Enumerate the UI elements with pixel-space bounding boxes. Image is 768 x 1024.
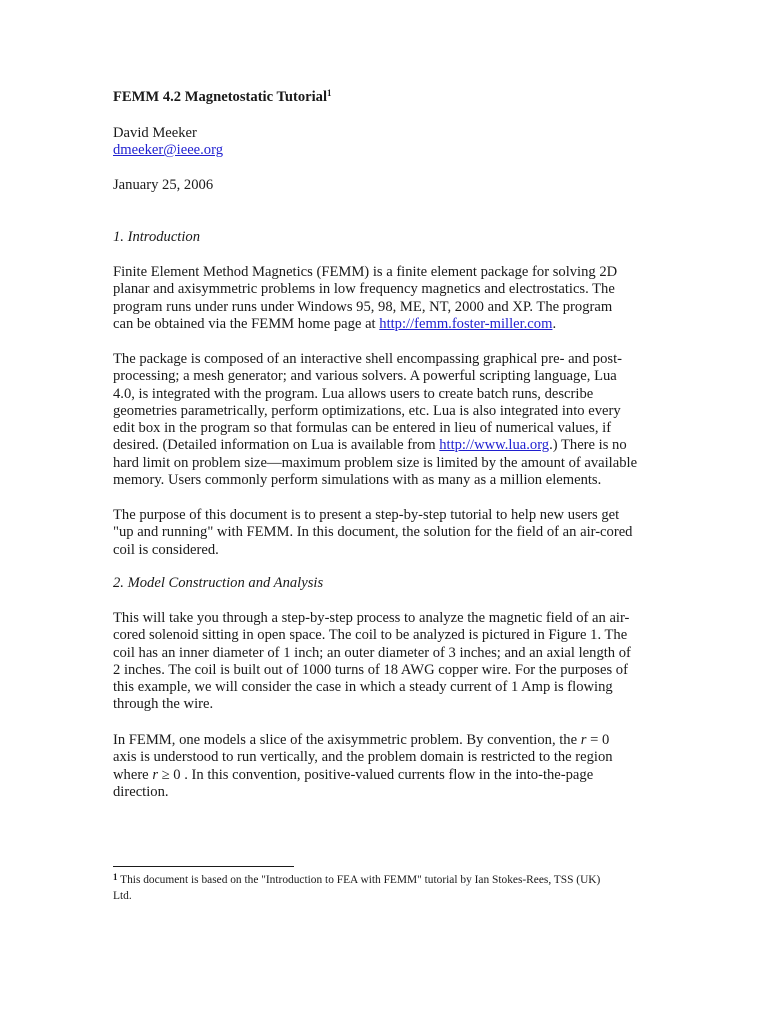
author-name: David Meeker <box>113 125 197 141</box>
text-line: Ltd. <box>113 889 132 902</box>
femm-homepage-link[interactable]: http://femm.foster-miller.com <box>379 315 553 332</box>
footnote-mark: 1 <box>113 872 118 882</box>
section-heading-introduction: 1. Introduction <box>113 229 201 245</box>
text-line: hard limit on problem size—maximum problem size is limited by the amount of available <box>113 454 638 471</box>
text-line: $^1$ This document is based on the "Introduction to FEA with FEMM" tutorial by Ian Stokes-Rees, TSS (UK) <box>113 872 601 886</box>
author-email-link[interactable]: dmeeker@ieee.org <box>113 142 224 158</box>
text-line: planar and axisymmetric problems in low frequency magnetics and electrostatics. The <box>113 281 615 298</box>
text-line: 4.0, is integrated with the program. Lua allows users to create batch runs, describe <box>113 385 594 402</box>
text-line: through the wire. <box>113 696 214 713</box>
text-line: memory. Users commonly perform simulations with as many as a million elements. <box>113 472 602 489</box>
text-line: direction. <box>113 783 169 800</box>
text-line: coil is considered. <box>113 541 219 558</box>
model-paragraph-1 <box>113 610 658 714</box>
document-date: January 25, 2006 <box>113 177 214 193</box>
text-line: 2 inches. The coil is built out of 1000 turns of 18 AWG copper wire. For the purposes of <box>113 661 628 678</box>
text-line: Finite Element Method Magnetics (FEMM) is a finite element package for solving 2D <box>113 264 618 280</box>
text-line: where r ≥ 0 . In this convention, positive-valued currents flow in the into-the-page <box>113 766 594 783</box>
text-line: desired. (Detailed information on Lua is available from http://www.lua.org.) There is no <box>113 437 627 454</box>
text-line: this example, we will consider the case in which a steady current of 1 Amp is flowing <box>113 679 613 696</box>
document-title: FEMM 4.2 Magnetostatic Tutorial$^1$ <box>113 88 332 105</box>
text-line: can be obtained via the FEMM home page at http://femm.foster-miller.com. <box>113 315 557 332</box>
title-footnote-mark: 1 <box>327 88 332 98</box>
intro-paragraph-3 <box>113 507 658 559</box>
variable-r: r <box>152 766 158 783</box>
text-line: axis is understood to run vertically, and the problem domain is restricted to the region <box>113 749 613 766</box>
model-paragraph-2 <box>113 732 658 801</box>
text-line: processing; a mesh generator; and various solvers. A powerful scripting language, Lua <box>113 368 617 385</box>
lua-website-link[interactable]: http://www.lua.org <box>439 437 550 454</box>
text-line: The purpose of this document is to present a step-by-step tutorial to help new users get <box>113 507 620 523</box>
text-line: In FEMM, one models a slice of the axisymmetric problem. By convention, the r = 0 <box>113 732 610 748</box>
text-line: coil has an inner diameter of 1 inch; an outer diameter of 3 inches; and an axial length of <box>113 644 631 661</box>
intro-paragraph-2 <box>113 351 658 489</box>
footnote-separator <box>113 866 294 867</box>
text-line: "up and running" with FEMM. In this document, the solution for the field of an air-cored <box>113 524 633 541</box>
text-line: cored solenoid sitting in open space. The coil to be analyzed is pictured in Figure 1. The <box>113 627 628 644</box>
intro-paragraph-1 <box>113 264 658 333</box>
footnote <box>113 873 663 904</box>
text-line: edit box in the program so that formulas can be entered in lieu of numerical values, if <box>113 420 612 437</box>
text-line: The package is composed of an interactive shell encompassing graphical pre- and post- <box>113 351 622 367</box>
variable-r: r <box>580 732 587 748</box>
text-line: This will take you through a step-by-step process to analyze the magnetic field of an air- <box>113 610 630 626</box>
section-heading-model-construction: 2. Model Construction and Analysis <box>113 575 324 591</box>
text-line: geometries parametrically, perform optimizations, etc. Lua is also integrated into every <box>113 402 621 419</box>
text-line: program runs under runs under Windows 95, 98, ME, NT, 2000 and XP. The program <box>113 298 613 315</box>
